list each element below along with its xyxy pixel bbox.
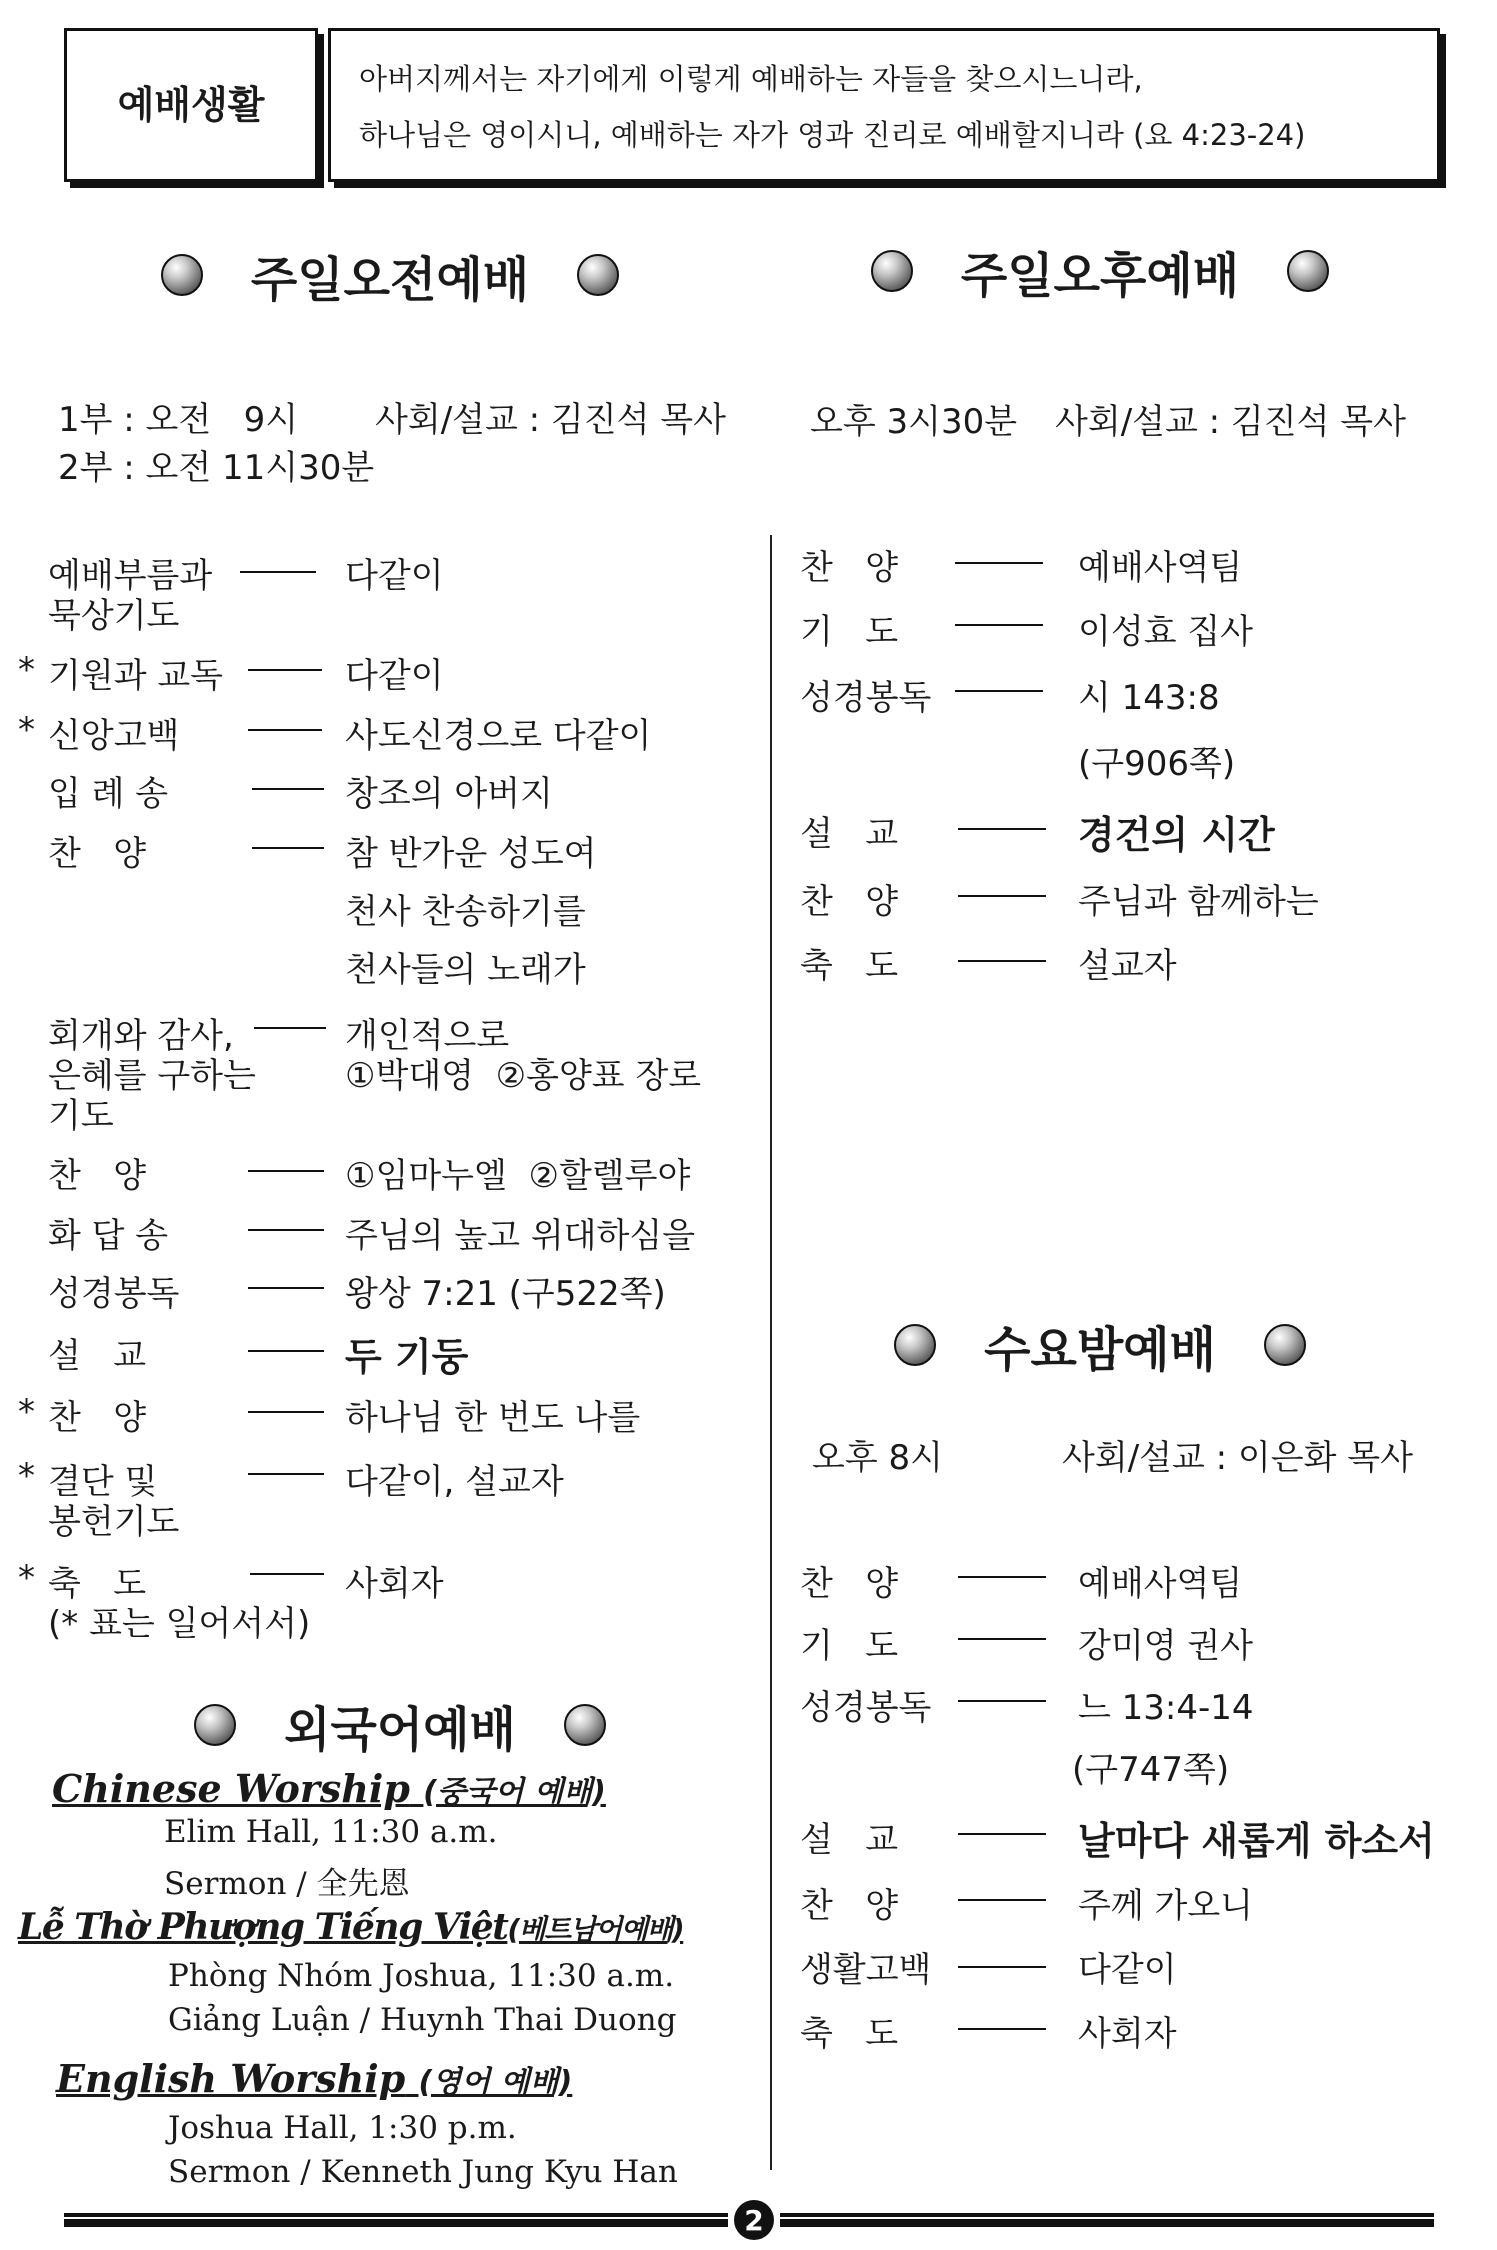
leader-dash	[958, 1576, 1046, 1578]
sunday-morning-time-1: 1부 : 오전 9시	[58, 400, 299, 440]
verse-text	[359, 51, 1305, 163]
vietnamese-worship-kr: (베트남어예배)	[507, 1913, 684, 1946]
order-label: 회개와 감사,	[48, 1016, 234, 1056]
column-divider	[770, 535, 772, 2170]
leader-dash	[958, 1966, 1046, 1968]
sunday-morning-title-text: 주일오전예배	[250, 251, 530, 308]
order-value: ①임마누엘 ②할렐루야	[345, 1156, 691, 1196]
order-label: 기원과 교독	[48, 656, 224, 696]
bullet-ball-icon	[1287, 250, 1329, 292]
header-label: 예배생활	[117, 83, 265, 127]
order-value: 사회자	[345, 1564, 444, 1604]
order-value: 천사들의 노래가	[345, 950, 586, 990]
order-label: 묵상기도	[48, 596, 180, 636]
vietnamese-worship-title	[18, 1906, 683, 1948]
order-value: 창조의 아버지	[345, 774, 553, 814]
vietnamese-sermon: Giảng Luận / Huynh Thai Duong	[168, 2002, 677, 2038]
leader-dash	[254, 1027, 326, 1029]
order-value: 다같이	[345, 556, 444, 596]
english-place: Joshua Hall, 1:30 p.m.	[168, 2110, 517, 2146]
leader-dash	[248, 1350, 324, 1352]
sunday-afternoon-time: 오후 3시30분	[810, 402, 1018, 442]
leader-dash	[958, 895, 1046, 897]
order-label: 화 답 송	[48, 1216, 169, 1256]
leader-dash	[248, 1229, 324, 1231]
order-label: 성경봉독	[48, 1274, 180, 1314]
bullet-ball-icon	[1264, 1324, 1306, 1366]
order-value: 느 13:4-14	[1078, 1688, 1254, 1728]
order-value: 다같이	[1078, 1950, 1177, 1990]
header-verse-box	[328, 28, 1440, 182]
leader-dash	[248, 1170, 324, 1172]
leader-dash	[958, 2028, 1046, 2030]
vietnamese-worship-vi: Lễ Thờ Phượng Tiếng Việt	[18, 1906, 508, 1948]
order-value: 개인적으로	[345, 1016, 510, 1056]
wednesday-title-text: 수요밤예배	[984, 1321, 1216, 1378]
order-label: 예배부름과	[48, 556, 213, 596]
sermon-title: 경건의 시간	[1078, 813, 1275, 857]
order-label: 찬 양	[800, 882, 899, 922]
leader-dash	[248, 1287, 324, 1289]
leader-dash	[248, 1473, 324, 1475]
leader-dash	[955, 624, 1043, 626]
verse-line-1: 아버지께서는 자기에게 이렇게 예배하는 자들을 찾으시느니라,	[359, 62, 1143, 96]
wednesday-time: 오후 8시	[812, 1438, 943, 1478]
leader-dash	[250, 1573, 324, 1575]
bullet-ball-icon	[577, 254, 619, 296]
order-value: 하나님 한 번도 나를	[345, 1398, 641, 1438]
order-value: 강미영 권사	[1078, 1626, 1254, 1666]
order-value: 설교자	[1078, 946, 1177, 986]
order-label: 축 도	[800, 2014, 899, 2054]
english-sermon: Sermon / Kenneth Jung Kyu Han	[168, 2154, 678, 2190]
order-label: 성경봉독	[800, 1688, 932, 1728]
bullet-ball-icon	[161, 254, 203, 296]
order-value: ①박대영 ②홍양표 장로	[345, 1056, 702, 1096]
order-label: 은혜를 구하는	[48, 1056, 256, 1096]
leader-dash	[958, 1833, 1046, 1835]
order-label: 기 도	[800, 612, 899, 652]
verse-line-2: 하나님은 영이시니, 예배하는 자가 영과 진리로 예배할지니라 (요 4:23-24)	[359, 118, 1306, 152]
bullet-ball-icon	[871, 250, 913, 292]
order-label: 설 교	[800, 814, 899, 854]
foreign-worship-title	[170, 1690, 630, 1760]
sunday-morning-time-2: 2부 : 오전 11시30분	[58, 448, 375, 488]
order-value: 이성효 집사	[1078, 612, 1254, 652]
order-value: 예배사역팀	[1078, 1564, 1243, 1604]
english-worship-kr: (영어 예배)	[418, 2065, 573, 2100]
sunday-afternoon-leader: 사회/설교 : 김진석 목사	[1055, 402, 1406, 442]
order-label: 찬 양	[800, 548, 899, 588]
order-label: 성경봉독	[800, 678, 932, 718]
order-value: (구906쪽)	[1078, 744, 1236, 784]
sermon-title: 두 기둥	[345, 1335, 469, 1379]
wednesday-title	[870, 1310, 1330, 1380]
leader-dash	[958, 1700, 1046, 1702]
order-value: 사회자	[1078, 2014, 1177, 2054]
footer-rule-right	[780, 2213, 1434, 2227]
page-number: 2	[734, 2200, 774, 2240]
leader-dash	[240, 571, 316, 573]
chinese-sermon: Sermon / 全先恩	[164, 1866, 410, 1902]
vietnamese-place: Phòng Nhóm Joshua, 11:30 a.m.	[168, 1958, 675, 1994]
order-label: 찬 양	[48, 1156, 147, 1196]
bullet-ball-icon	[194, 1704, 236, 1746]
standing-note: (* 표는 일어서서)	[48, 1604, 311, 1644]
standing-mark: *	[18, 1392, 35, 1432]
leader-dash	[955, 562, 1043, 564]
footer-rule-left	[64, 2213, 728, 2227]
order-label: 축 도	[800, 946, 899, 986]
order-value: 주님의 높고 위대하심을	[345, 1216, 696, 1256]
order-label: 찬 양	[48, 1398, 147, 1438]
order-value: 예배사역팀	[1078, 548, 1243, 588]
order-value: 주님과 함께하는	[1078, 882, 1319, 922]
order-label: 설 교	[48, 1336, 147, 1376]
leader-dash	[958, 1899, 1046, 1901]
sunday-morning-title	[160, 240, 620, 310]
order-label: 입 례 송	[48, 774, 169, 814]
sunday-afternoon-title	[870, 236, 1330, 306]
order-label: 찬 양	[800, 1886, 899, 1926]
order-value: (구747쪽)	[1072, 1750, 1230, 1790]
order-label: 기도	[48, 1096, 114, 1136]
chinese-worship-en: Chinese Worship	[52, 1766, 410, 1811]
standing-mark: *	[18, 1558, 35, 1598]
order-value: 천사 찬송하기를	[345, 892, 586, 932]
order-label: 설 교	[800, 1820, 899, 1860]
sunday-afternoon-title-text: 주일오후예배	[960, 247, 1240, 304]
order-label: 찬 양	[48, 834, 147, 874]
english-worship-title	[56, 2056, 572, 2101]
order-value: 다같이, 설교자	[345, 1462, 564, 1502]
order-value: 참 반가운 성도여	[345, 834, 597, 874]
order-label: 결단 및	[48, 1462, 158, 1502]
order-value: 사도신경으로 다같이	[345, 716, 652, 756]
foreign-worship-title-text: 외국어예배	[284, 1701, 516, 1758]
sermon-title: 날마다 새롭게 하소서	[1078, 1819, 1435, 1863]
leader-dash	[252, 847, 324, 849]
chinese-worship-title	[52, 1766, 606, 1811]
standing-mark: *	[18, 710, 35, 750]
standing-mark: *	[18, 1456, 35, 1496]
order-label: 생활고백	[800, 1950, 932, 1990]
leader-dash	[248, 669, 322, 671]
leader-dash	[958, 828, 1046, 830]
order-value: 왕상 7:21 (구522쪽)	[345, 1274, 666, 1314]
chinese-worship-kr: (중국어 예배)	[423, 1775, 606, 1810]
leader-dash	[958, 960, 1046, 962]
order-label: 신앙고백	[48, 716, 180, 756]
leader-dash	[248, 1411, 324, 1413]
order-value: 주께 가오니	[1078, 1886, 1254, 1926]
english-worship-en: English Worship	[56, 2056, 406, 2101]
order-label: 찬 양	[800, 1564, 899, 1604]
order-label: 봉헌기도	[48, 1502, 180, 1542]
chinese-place: Elim Hall, 11:30 a.m.	[164, 1814, 498, 1850]
leader-dash	[248, 729, 322, 731]
order-value: 시 143:8	[1078, 678, 1220, 718]
order-label: 기 도	[800, 1626, 899, 1666]
header-label-box	[64, 28, 318, 182]
leader-dash	[955, 690, 1043, 692]
order-label: 축 도	[48, 1564, 147, 1604]
sunday-morning-leader: 사회/설교 : 김진석 목사	[375, 400, 726, 440]
bullet-ball-icon	[894, 1324, 936, 1366]
order-value: 다같이	[345, 656, 444, 696]
bullet-ball-icon	[564, 1704, 606, 1746]
leader-dash	[252, 788, 324, 790]
leader-dash	[958, 1638, 1046, 1640]
wednesday-leader: 사회/설교 : 이은화 목사	[1062, 1438, 1413, 1478]
standing-mark: *	[18, 650, 35, 690]
